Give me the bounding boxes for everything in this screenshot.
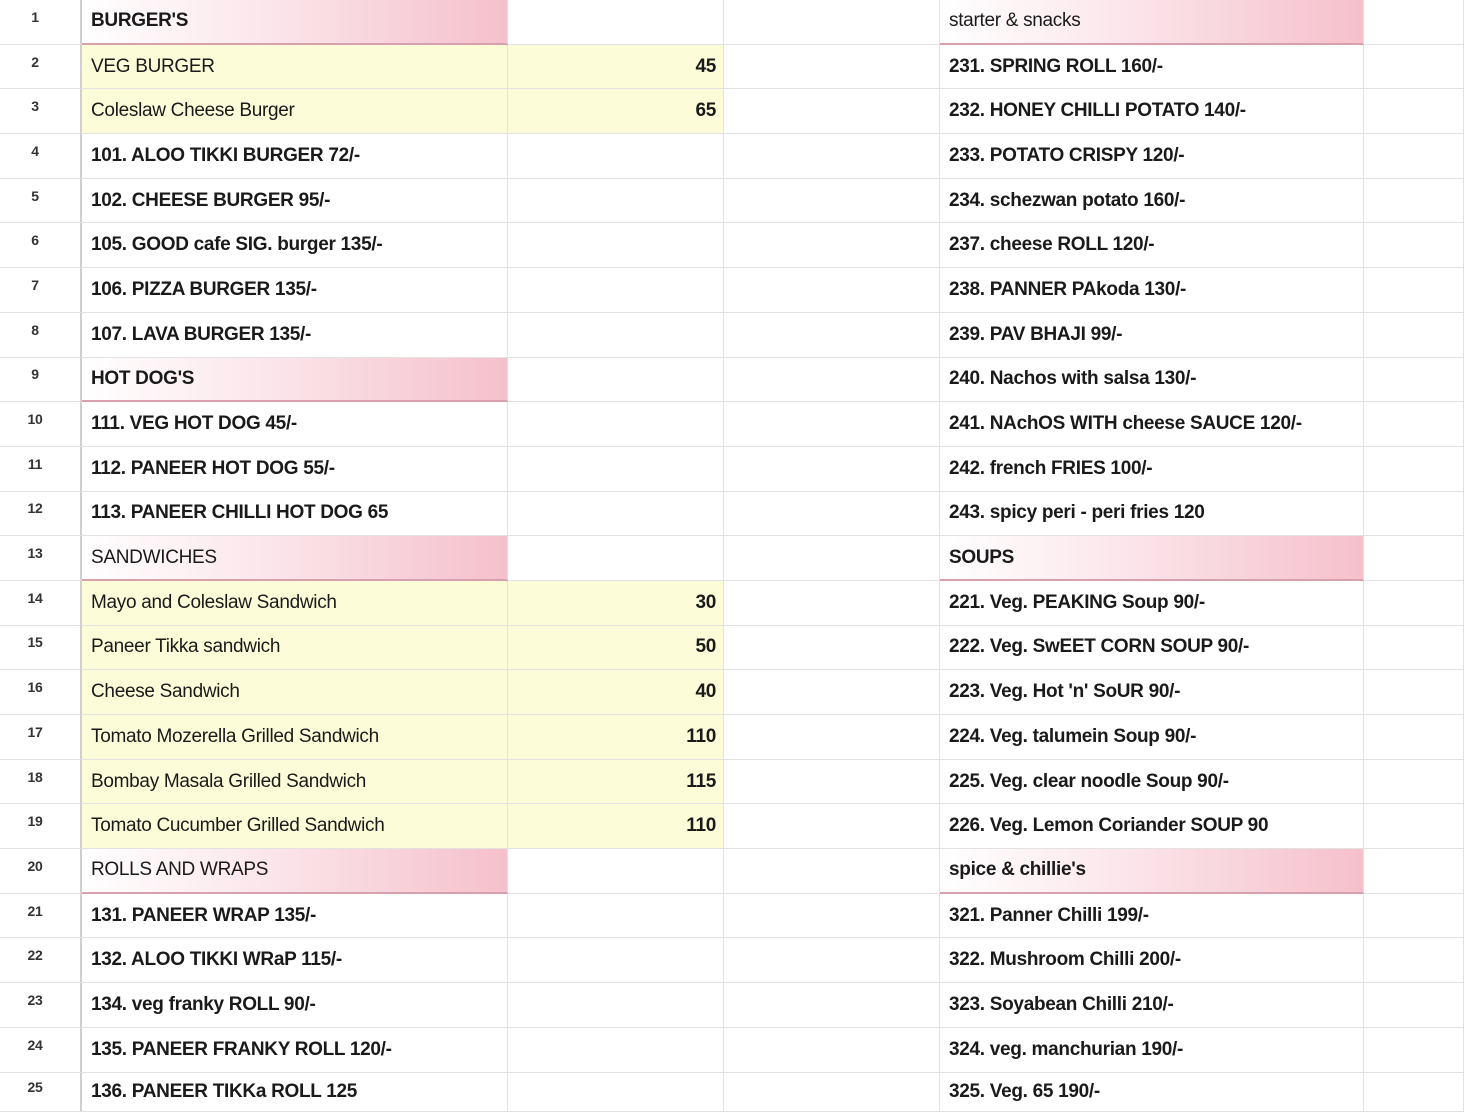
empty-cell[interactable]	[508, 938, 724, 983]
empty-cell[interactable]	[724, 223, 940, 268]
empty-cell[interactable]	[508, 447, 724, 492]
empty-cell[interactable]	[1364, 268, 1464, 313]
empty-cell[interactable]	[724, 760, 940, 805]
row-header[interactable]: 20	[0, 849, 82, 894]
menu-item-cell[interactable]: 136. PANEER TIKKa ROLL 125	[82, 1073, 508, 1112]
empty-cell[interactable]	[724, 313, 940, 358]
section-header-cell[interactable]: BURGER'S	[82, 0, 508, 45]
row-header[interactable]: 9	[0, 358, 82, 403]
menu-item-cell[interactable]: 224. Veg. talumein Soup 90/-	[940, 715, 1364, 760]
empty-cell[interactable]	[1364, 804, 1464, 849]
row-header[interactable]: 18	[0, 760, 82, 805]
empty-cell[interactable]	[508, 268, 724, 313]
row-header[interactable]: 22	[0, 938, 82, 983]
empty-cell[interactable]	[1364, 313, 1464, 358]
menu-item-cell[interactable]: Tomato Cucumber Grilled Sandwich	[82, 804, 508, 849]
menu-item-cell[interactable]: 321. Panner Chilli 199/-	[940, 894, 1364, 939]
menu-item-cell[interactable]: 239. PAV BHAJI 99/-	[940, 313, 1364, 358]
empty-cell[interactable]	[1364, 536, 1464, 581]
row-header[interactable]: 4	[0, 134, 82, 179]
empty-cell[interactable]	[1364, 938, 1464, 983]
menu-item-cell[interactable]: 107. LAVA BURGER 135/-	[82, 313, 508, 358]
row-header[interactable]: 3	[0, 89, 82, 134]
menu-item-cell[interactable]: 233. POTATO CRISPY 120/-	[940, 134, 1364, 179]
empty-cell[interactable]	[1364, 223, 1464, 268]
row-header[interactable]: 24	[0, 1028, 82, 1073]
menu-item-cell[interactable]: 238. PANNER PAkoda 130/-	[940, 268, 1364, 313]
section-header-cell[interactable]: SOUPS	[940, 536, 1364, 581]
empty-cell[interactable]	[508, 134, 724, 179]
row-header[interactable]: 15	[0, 626, 82, 671]
empty-cell[interactable]	[1364, 670, 1464, 715]
empty-cell[interactable]	[724, 402, 940, 447]
section-header-cell[interactable]: ROLLS AND WRAPS	[82, 849, 508, 894]
row-header[interactable]: 6	[0, 223, 82, 268]
row-header[interactable]: 21	[0, 894, 82, 939]
empty-cell[interactable]	[724, 268, 940, 313]
empty-cell[interactable]	[1364, 89, 1464, 134]
section-header-cell[interactable]: SANDWICHES	[82, 536, 508, 581]
empty-cell[interactable]	[724, 983, 940, 1028]
menu-item-cell[interactable]: 113. PANEER CHILLI HOT DOG 65	[82, 492, 508, 537]
menu-item-cell[interactable]: 241. NAchOS WITH cheese SAUCE 120/-	[940, 402, 1364, 447]
row-header[interactable]: 25	[0, 1073, 82, 1112]
empty-cell[interactable]	[1364, 894, 1464, 939]
menu-item-cell[interactable]: 225. Veg. clear noodle Soup 90/-	[940, 760, 1364, 805]
menu-item-cell[interactable]: 131. PANEER WRAP 135/-	[82, 894, 508, 939]
empty-cell[interactable]	[508, 894, 724, 939]
price-cell[interactable]: 110	[508, 804, 724, 849]
empty-cell[interactable]	[724, 492, 940, 537]
empty-cell[interactable]	[508, 1073, 724, 1112]
empty-cell[interactable]	[1364, 447, 1464, 492]
empty-cell[interactable]	[724, 536, 940, 581]
menu-item-cell[interactable]: 134. veg franky ROLL 90/-	[82, 983, 508, 1028]
empty-cell[interactable]	[508, 402, 724, 447]
empty-cell[interactable]	[724, 894, 940, 939]
menu-item-cell[interactable]: 222. Veg. SwEET CORN SOUP 90/-	[940, 626, 1364, 671]
empty-cell[interactable]	[724, 179, 940, 224]
row-header[interactable]: 14	[0, 581, 82, 626]
menu-item-cell[interactable]: 226. Veg. Lemon Coriander SOUP 90	[940, 804, 1364, 849]
row-header[interactable]: 17	[0, 715, 82, 760]
menu-item-cell[interactable]: 221. Veg. PEAKING Soup 90/-	[940, 581, 1364, 626]
empty-cell[interactable]	[724, 134, 940, 179]
empty-cell[interactable]	[1364, 626, 1464, 671]
empty-cell[interactable]	[724, 447, 940, 492]
empty-cell[interactable]	[724, 358, 940, 403]
empty-cell[interactable]	[508, 179, 724, 224]
row-header[interactable]: 11	[0, 447, 82, 492]
section-header-cell[interactable]: HOT DOG'S	[82, 358, 508, 403]
row-header[interactable]: 19	[0, 804, 82, 849]
empty-cell[interactable]	[508, 849, 724, 894]
menu-item-cell[interactable]: 322. Mushroom Chilli 200/-	[940, 938, 1364, 983]
row-header[interactable]: 16	[0, 670, 82, 715]
empty-cell[interactable]	[724, 1028, 940, 1073]
empty-cell[interactable]	[508, 358, 724, 403]
empty-cell[interactable]	[1364, 1028, 1464, 1073]
menu-item-cell[interactable]: Coleslaw Cheese Burger	[82, 89, 508, 134]
price-cell[interactable]: 115	[508, 760, 724, 805]
section-header-cell[interactable]: spice & chillie's	[940, 849, 1364, 894]
empty-cell[interactable]	[724, 626, 940, 671]
empty-cell[interactable]	[724, 715, 940, 760]
empty-cell[interactable]	[724, 45, 940, 90]
empty-cell[interactable]	[1364, 134, 1464, 179]
menu-item-cell[interactable]: 240. Nachos with salsa 130/-	[940, 358, 1364, 403]
menu-item-cell[interactable]: 101. ALOO TIKKI BURGER 72/-	[82, 134, 508, 179]
empty-cell[interactable]	[1364, 760, 1464, 805]
row-header[interactable]: 1	[0, 0, 82, 45]
empty-cell[interactable]	[1364, 581, 1464, 626]
empty-cell[interactable]	[1364, 849, 1464, 894]
menu-item-cell[interactable]: 243. spicy peri - peri fries 120	[940, 492, 1364, 537]
empty-cell[interactable]	[508, 536, 724, 581]
row-header[interactable]: 2	[0, 45, 82, 90]
empty-cell[interactable]	[1364, 358, 1464, 403]
empty-cell[interactable]	[508, 983, 724, 1028]
row-header[interactable]: 23	[0, 983, 82, 1028]
price-cell[interactable]: 45	[508, 45, 724, 90]
menu-item-cell[interactable]: 112. PANEER HOT DOG 55/-	[82, 447, 508, 492]
row-header[interactable]: 12	[0, 492, 82, 537]
row-header[interactable]: 10	[0, 402, 82, 447]
menu-item-cell[interactable]: Mayo and Coleslaw Sandwich	[82, 581, 508, 626]
empty-cell[interactable]	[1364, 492, 1464, 537]
menu-item-cell[interactable]: Tomato Mozerella Grilled Sandwich	[82, 715, 508, 760]
menu-item-cell[interactable]: 102. CHEESE BURGER 95/-	[82, 179, 508, 224]
empty-cell[interactable]	[724, 804, 940, 849]
empty-cell[interactable]	[724, 581, 940, 626]
menu-item-cell[interactable]: 242. french FRIES 100/-	[940, 447, 1364, 492]
row-header[interactable]: 8	[0, 313, 82, 358]
empty-cell[interactable]	[1364, 0, 1464, 45]
empty-cell[interactable]	[724, 0, 940, 45]
menu-item-cell[interactable]: Bombay Masala Grilled Sandwich	[82, 760, 508, 805]
menu-item-cell[interactable]: Paneer Tikka sandwich	[82, 626, 508, 671]
menu-item-cell[interactable]: 231. SPRING ROLL 160/-	[940, 45, 1364, 90]
menu-item-cell[interactable]: 324. veg. manchurian 190/-	[940, 1028, 1364, 1073]
price-cell[interactable]: 110	[508, 715, 724, 760]
empty-cell[interactable]	[1364, 45, 1464, 90]
menu-item-cell[interactable]: Cheese Sandwich	[82, 670, 508, 715]
menu-item-cell[interactable]: VEG BURGER	[82, 45, 508, 90]
empty-cell[interactable]	[724, 89, 940, 134]
empty-cell[interactable]	[508, 313, 724, 358]
menu-item-cell[interactable]: 234. schezwan potato 160/-	[940, 179, 1364, 224]
empty-cell[interactable]	[724, 670, 940, 715]
empty-cell[interactable]	[1364, 1073, 1464, 1112]
menu-item-cell[interactable]: 132. ALOO TIKKI WRaP 115/-	[82, 938, 508, 983]
menu-item-cell[interactable]: 223. Veg. Hot 'n' SoUR 90/-	[940, 670, 1364, 715]
empty-cell[interactable]	[1364, 983, 1464, 1028]
empty-cell[interactable]	[1364, 402, 1464, 447]
price-cell[interactable]: 30	[508, 581, 724, 626]
row-header[interactable]: 13	[0, 536, 82, 581]
menu-item-cell[interactable]: 106. PIZZA BURGER 135/-	[82, 268, 508, 313]
row-header[interactable]: 7	[0, 268, 82, 313]
empty-cell[interactable]	[724, 849, 940, 894]
menu-item-cell[interactable]: 323. Soyabean Chilli 210/-	[940, 983, 1364, 1028]
menu-item-cell[interactable]: 325. Veg. 65 190/-	[940, 1073, 1364, 1112]
price-cell[interactable]: 40	[508, 670, 724, 715]
price-cell[interactable]: 65	[508, 89, 724, 134]
empty-cell[interactable]	[508, 1028, 724, 1073]
price-cell[interactable]: 50	[508, 626, 724, 671]
section-header-cell[interactable]: starter & snacks	[940, 0, 1364, 45]
menu-item-cell[interactable]: 105. GOOD cafe SIG. burger 135/-	[82, 223, 508, 268]
menu-item-cell[interactable]: 111. VEG HOT DOG 45/-	[82, 402, 508, 447]
menu-item-cell[interactable]: 232. HONEY CHILLI POTATO 140/-	[940, 89, 1364, 134]
empty-cell[interactable]	[1364, 179, 1464, 224]
empty-cell[interactable]	[508, 223, 724, 268]
empty-cell[interactable]	[724, 1073, 940, 1112]
menu-item-cell[interactable]: 237. cheese ROLL 120/-	[940, 223, 1364, 268]
empty-cell[interactable]	[508, 0, 724, 45]
menu-item-cell[interactable]: 135. PANEER FRANKY ROLL 120/-	[82, 1028, 508, 1073]
row-header[interactable]: 5	[0, 179, 82, 224]
empty-cell[interactable]	[508, 492, 724, 537]
empty-cell[interactable]	[724, 938, 940, 983]
empty-cell[interactable]	[1364, 715, 1464, 760]
